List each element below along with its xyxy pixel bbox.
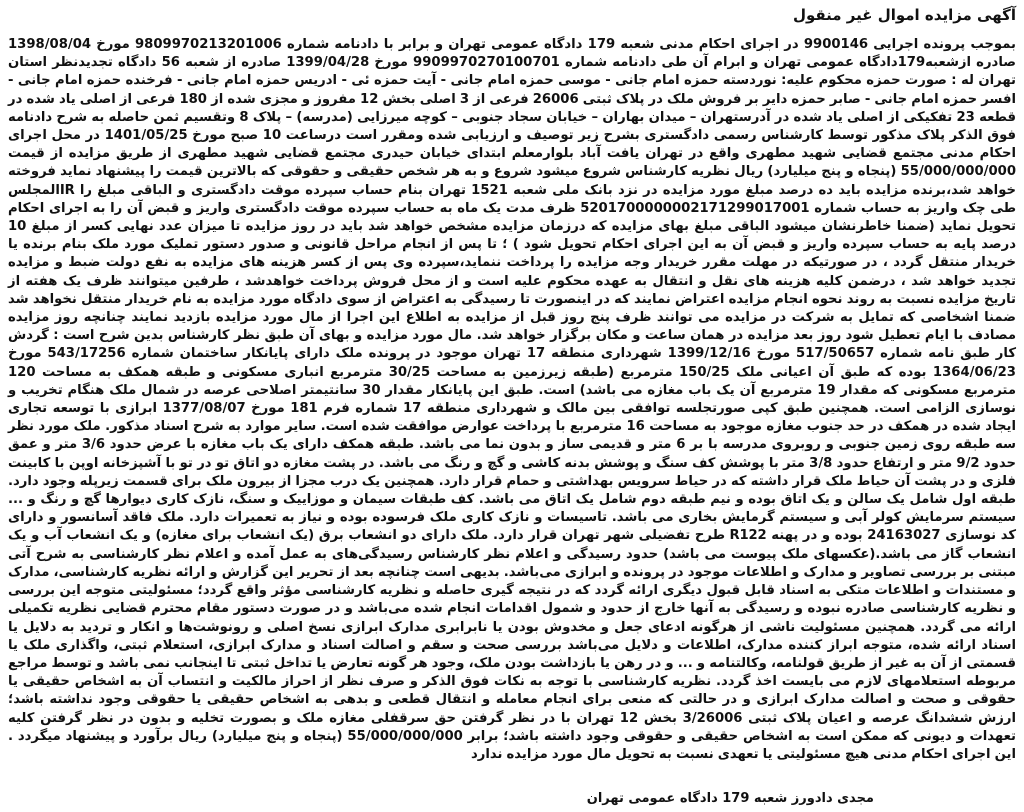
notice-title: آگهی مزایده اموال غیر منقول [792, 6, 1016, 24]
notice-body: بموجب پرونده اجرایی 9900146 در اجرای احکام مدنی شعبه 179 دادگاه عمومی تهران و برابر با دادنامه شماره 9809970213201006 مورخ 1398/08/04 صادره ازشعبه179دادگاه عمومی تهران و ابرام آن طی دادنامه شماره 9909970270100701 مورخ 1399/04/28 صادره از شعبه 56 دادگاه تجدیدنظر استان تهران له : صورت حمزه محکوم علیه: نوردسته حمزه امام جانی - موسی حمزه امام جانی - آیت حمزه ئی - ادریس حمزه امام جانی - فرخنده حمزه امام جانی - افسر حمزه امام جانی - صابر حمزه دایر بر فروش ملک در پلاک ثبتی 26006 فرعی از 3 اصلی بخش 12 مفروز و مجزی شده از 180 فرعی از اصلی یاد شده در قطعه 23 تفکیکی از اصلی یاد شده در آدرستهران – میدان بهاران – خیابان سجاد جنوبی – کوچه میرزایی (مدرسه) – پلاک 8 وتقسیم ثمن حاصله به شرح دادنامه فوق الذکر پلاک مذکور توسط کارشناس رسمی دادگستری بشرح زیر توصیف و ارزیابی شده ومقرر است درساعت 10 صبح مورخ 1401/05/25 در محل اجرای احکام مدنی مجتمع قضایی شهید مطهری واقع در تهران یافت آباد بلوارمعلم ابتدای خیابان حیدری مجتمع قضایی شهید مطهری از طریق مزایده از قیمت 55/000/000/000 (پنجاه و پنج میلیارد) ریال نظریه کارشناس شروع میشود شروع و به هر شخص حقیقی و حقوقی که بالاترین قیمت را پیشنهاد نماید فروخته خواهد شد،برنده مزایده باید ده درصد مبلغ مورد مزایده در نزد بانک ملی شعبه 1521 تهران بنام حساب سپرده موقت دادگستری و الباقی مبلغ را IRالمجلس طی چک واریز به حساب شماره 5201700000002171299017001 ظرف مدت یک ماه به حساب سپرده موقت دادگستری واریز و قبض آن را به اجرای احکام تحویل نماید (ضمنا خاطرنشان میشود الباقی مبلغ بهای مزایده که درزمان مزایده مشخص خواهد شد باید در روز مزایده تا میزان عدد نهایی کسر از مبلغ 10 درصد پایه به حساب سپرده واریز و قبض آن به این اجرای احکام تحویل شود ) ؛ تا پس از انجام مراحل قانونی و صدور دستور تملیک مورد ملک بنام برنده یا خریدار منتقل گردد ، در صورتیکه در مهلت مقرر خریدار وجه مزایده را پرداخت ننماید،سپرده وی پس از کسر هزینه های مزایده به نفع دولت ضبط و مزایده تجدید خواهد شد ، درضمن کلیه هزینه های نقل و انتقال به عهده محکوم علیه است و از محل فروش پرداخت خواهدشد ، طرفین میتوانند ظرف یک هفته از تاریخ مزایده نسبت به روند نحوه انجام مزایده اعتراض نمایند که در اینصورت تا رسیدگی به اعتراض از سوی دادگاه مورد مزایده به نام خریدار منتقل نخواهد شد ضمنا اشخاصی که تمایل به شرکت در مزایده می توانند ظرف پنج روز قبل از مزایده به اطلاع این اجرا از مال مورد مزایده بازدید نمایند چنانچه روز مزایده مصادف با ایام تعطیل شود روز بعد مزایده در همان ساعت و مکان برگزار خواهد شد. مال مورد مزایده و بهای آن طبق نظر کارشناس بدین شرح است : گردش کار طبق نامه شماره 517/50657 مورخ 1399/12/16 شهرداری منطقه 17 تهران موجود در پرونده ملک دارای پایانکار ساختمان شماره 543/17256 مورخ 1364/06/23 بوده که طبق آن اعیانی ملک 150/25 مترمربع (طبقه زیرزمین به مساحت 30/25 مترمربع انباری مسکونی و طبقه همکف به مساحت 120 مترمربع مسکونی که مقدار 19 مترمربع آن یک باب مغازه می باشد) است. طبق این پایانکار مقدار 30 سانتیمتر اصلاحی عرصه در شمال ملک هنگام تخریب و نوسازی الزامی است. همچنین طبق کپی صورتجلسه توافقی بین مالک و شهرداری منطقه 17 شماره فرم 181 مورخ 1377/08/07 ابرازی با توسعه تجاری ایجاد شده در همکف در حد جنوب مغازه موجود به مساحت 16 مترمربع با پرداخت عوارض موافقت شده است. سایر موارد به شرح اسناد مذکور. ملک مورد نظر سه طبقه روی زمین جنوبی و روبروی مدرسه با بر 6 متر و قدیمی ساز و بدون نما می باشد. طبقه همکف دارای یک باب مغازه با عرض حدود 3/6 متر و عمق حدود 9/2 متر و ارتفاع حدود 3/8 متر با پوشش کف سنگ و پوشش بدنه کاشی و گچ و رنگ می باشد. در پشت مغازه دو اتاق تو در تو با آشپزخانه اوپن با کابینت فلزی و در پشت آن حیاط ملک قرار داشته که در حیاط سرویس بهداشتی و حمام قرار دارد. همچنین یک درب مجزا از بیرون ملک برای قسمت زیرپله وجود دارد. طبقه اول شامل یک سالن و یک اتاق بوده و نیم طبقه دوم شامل یک اتاق می باشد. کف طبقات سیمان و موزاییک و سنگ، نازک کاری دیوارها گچ و رنگ و ... سیستم سرمایش کولر آبی و سیستم گرمایش بخاری می باشد. تاسیسات و نازک کاری ملک فرسوده بوده و نیاز به تعمیرات دارد. ملک فاقد آسانسور و دارای کد نوسازی 24163027 بوده و در پهنه R122 طرح تفضیلی شهر تهران قرار دارد. ملک دارای دو انشعاب برق (یک انشعاب برای مغازه) و یک انشعاب آب و یک انشعاب گاز می باشد.(عکسهای ملک پیوست می باشد) حدود رسیدگی و اعلام نظر کارشناس رسیدگی‌های به عمل آمده و اعلام نظر کارشناسی به شرح آتی مبتنی بر بررسی تصاویر و مدارک و اطلاعات موجود در پرونده و ابرازی می‌باشد. بدیهی است چنانچه بعد از تحریر این گزارش و ارائه نظریه کارشناسی، مدارک و مستندات و اطلاعات متکی به اسناد قابل قبول دیگری ارائه گردد که در نتیجه گیری حاصله و نظریه کارشناسی مؤثر واقع گردد؛ مسئولیتی متوجه این بررسی و نظریه کارشناسی صادره نبوده و رسیدگی به آنها خارج از حدود و شمول اقدامات انجام شده می‌باشد و در صورت دستور مقام محترم قضایی نظریه تکمیلی ارائه می گردد. همچنین مسئولیت ناشی از هرگونه ادعای جعل و مخدوش بودن یا نابرابری مدارک ابرازی نسخ اصلی و رونوشت‌ها و انکار و تردید به دلایل یا اسناد ارائه شده، متوجه ابراز کننده مدارک، اطلاعات و دلایل می‌باشد بررسی صحت و سقم و اصالت اسناد و مدارک ابرازی، استعلام ثبتی، واگذاری ملک یا قسمتی از آن به غیر از طریق قولنامه، وکالتنامه و ... و در رهن یا بازداشت بودن ملک، وجود هر گونه تعارض یا تداخل ثبتی تا اینجانب نمی باشد و توسط مراجع مربوطه استعلامهای لازم می بایست اخذ گردد. نظریه کارشناسی با توجه به نکات فوق الذکر و صرف نظر از احراز مالکیت و انتساب آن به اشخاص حقیقی یا حقوقی و صحت و اصالت مدارک ابرازی و در حالتی که منعی برای انجام معامله و انتقال قطعی و بدهی به اشخاص حقیقی یا حقوقی وجود نداشته باشد؛ ارزش ششدانگ عرصه و اعیان پلاک ثبتی 3/26006 بخش 12 تهران با در نظر گرفتن حق سرقفلی مغازه ملک و بصورت تخلیه و بدون در نظر گرفتن کلیه تعهدات و دیونی که ممکن است به اشخاص حقیقی و حقوقی وجود داشته باشد؛ برابر 55/000/000/000 (پنجاه و پنج میلیارد) ریال برآورد و پیشنهاد میگردد . این اجرای احکام مدنی هیچ مسئولیتی یا تعهدی نسبت به تحویل مال مورد مزایده ندارد [8, 37, 1017, 762]
notice-signature: مجدی دادورز شعبه 179 دادگاه عمومی تهران [583, 790, 878, 808]
auction-notice [6, 4, 1018, 808]
